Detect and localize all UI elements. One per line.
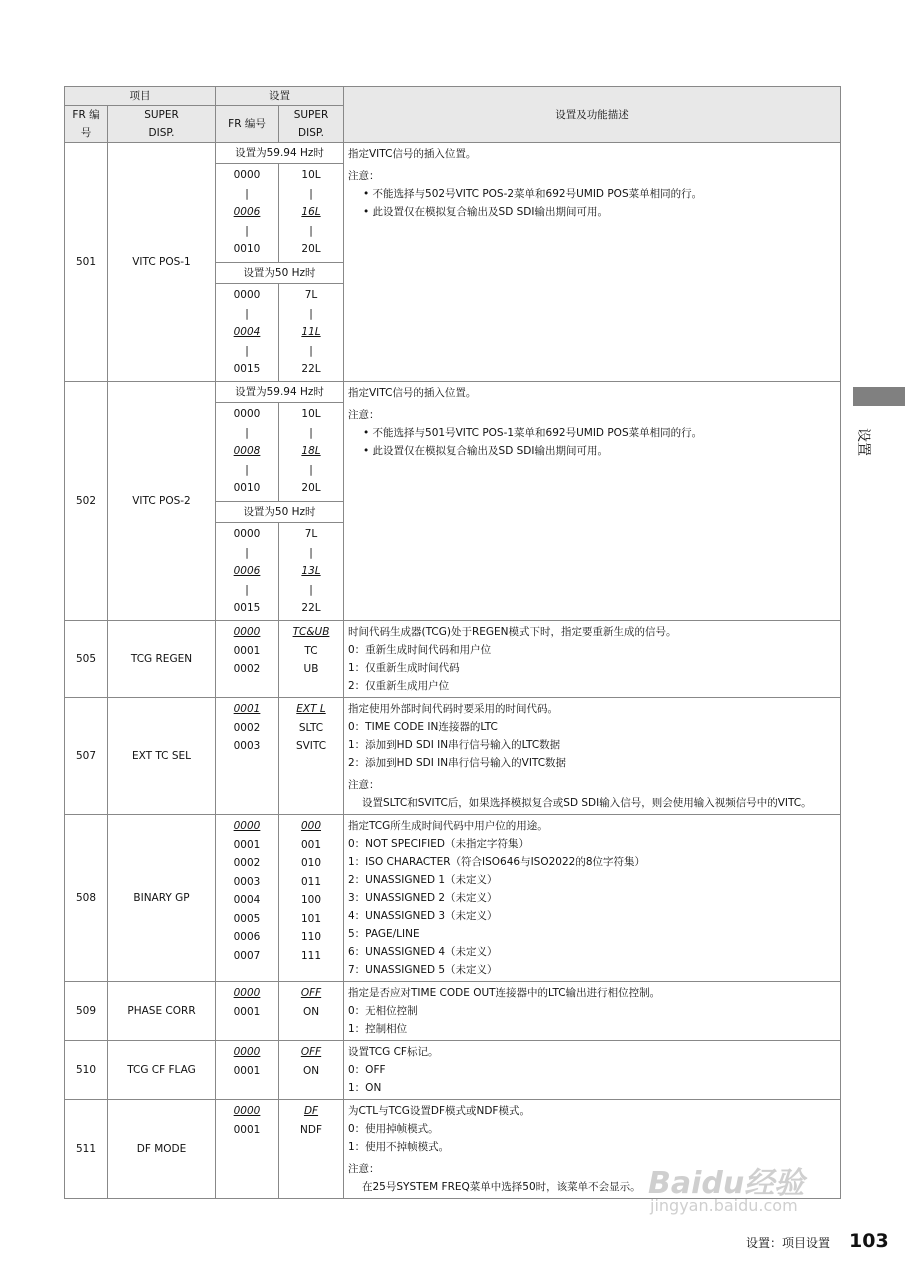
setting-value: 0000 bbox=[233, 289, 261, 301]
setting-values bbox=[216, 284, 279, 382]
item-name: EXT TC SEL bbox=[108, 698, 216, 815]
setting-value: 7L bbox=[304, 528, 318, 540]
group-label: 设置为50 Hz时 bbox=[216, 263, 344, 284]
setting-value: 0000 bbox=[233, 1105, 261, 1117]
setting-value: 11L bbox=[301, 326, 321, 338]
setting-value: NDF bbox=[300, 1123, 322, 1136]
setting-value: 011 bbox=[300, 875, 322, 888]
setting-value: | bbox=[245, 546, 249, 559]
setting-value: 0010 bbox=[233, 482, 261, 494]
fr-number: 502 bbox=[65, 382, 108, 621]
table-row bbox=[65, 1041, 841, 1100]
setting-values bbox=[279, 698, 344, 815]
setting-value: 0000 bbox=[233, 408, 261, 420]
setting-value: | bbox=[309, 224, 313, 237]
setting-value: 0000 bbox=[233, 987, 261, 999]
description-line: 0：NOT SPECIFIED（未指定字符集） bbox=[348, 838, 529, 850]
description-line: 0：无相位控制 bbox=[348, 1005, 418, 1017]
setting-value: 0010 bbox=[233, 243, 261, 255]
setting-value: | bbox=[245, 224, 249, 237]
setting-value: 16L bbox=[301, 206, 321, 218]
setting-value: 0000 bbox=[233, 1046, 261, 1058]
table-row bbox=[65, 143, 841, 164]
watermark-url: jingyan.baidu.com bbox=[650, 1196, 798, 1215]
setting-value: 0001 bbox=[233, 1064, 261, 1077]
setting-value: OFF bbox=[300, 987, 322, 999]
header-setting-super-disp: SUPER DISP. bbox=[279, 106, 344, 143]
header-super-disp: SUPER DISP. bbox=[108, 106, 216, 143]
setting-value: ON bbox=[302, 1005, 320, 1018]
note-bullet bbox=[348, 424, 835, 442]
setting-value: | bbox=[245, 463, 249, 476]
description-cell bbox=[344, 621, 841, 698]
note-text: 不能选择与501号VITC POS-1菜单和692号UMID POS菜单相同的行。 bbox=[372, 427, 703, 439]
setting-value: 010 bbox=[300, 857, 322, 869]
setting-value: OFF bbox=[300, 1046, 322, 1058]
setting-values bbox=[216, 621, 279, 698]
setting-value: 0006 bbox=[233, 565, 261, 577]
group-label: 设置为59.94 Hz时 bbox=[216, 143, 344, 164]
section-tab-label: 设置 bbox=[855, 428, 871, 456]
setting-value: 10L bbox=[301, 169, 321, 181]
setting-value: DF bbox=[303, 1105, 319, 1117]
table-row bbox=[65, 698, 841, 815]
note-text: 此设置仅在模拟复合输出及SD SDI输出期间可用。 bbox=[372, 445, 608, 457]
description-line: 7：UNASSIGNED 5（未定义） bbox=[348, 964, 498, 976]
description-line: 指定使用外部时间代码时要采用的时间代码。 bbox=[348, 703, 558, 715]
description-line: 时间代码生成器(TCG)处于REGEN模式下时，指定要重新生成的信号。 bbox=[348, 626, 677, 638]
note-label: 注意： bbox=[348, 170, 380, 182]
description-line: 1：添加到HD SDI IN串行信号输入的LTC数据 bbox=[348, 739, 561, 751]
setting-value: 0001 bbox=[233, 703, 261, 715]
group-label: 设置为59.94 Hz时 bbox=[216, 382, 344, 403]
note-label: 注意： bbox=[348, 1163, 380, 1175]
bullet-dot-icon: • bbox=[363, 445, 373, 457]
setting-value: 20L bbox=[301, 482, 321, 494]
description-cell bbox=[344, 815, 841, 982]
header-fr-no: FR 编号 bbox=[65, 106, 108, 143]
setting-value: TC&UB bbox=[292, 626, 330, 638]
setting-value: 0000 bbox=[233, 626, 261, 638]
setting-value: 0007 bbox=[233, 949, 261, 962]
setting-value: 0004 bbox=[233, 894, 261, 906]
note-bullet bbox=[348, 203, 835, 221]
description-line: 6：UNASSIGNED 4（未定义） bbox=[348, 946, 498, 958]
fr-number: 505 bbox=[65, 621, 108, 698]
setting-value: 22L bbox=[301, 363, 321, 375]
setting-value: 18L bbox=[301, 445, 321, 457]
note-text: 不能选择与502号VITC POS-2菜单和692号UMID POS菜单相同的行。 bbox=[372, 188, 703, 200]
setting-values bbox=[216, 815, 279, 982]
setting-value: 0001 bbox=[233, 1005, 261, 1018]
fr-number: 510 bbox=[65, 1041, 108, 1100]
setting-value: 20L bbox=[301, 243, 321, 255]
setting-value: 0004 bbox=[233, 326, 261, 338]
setting-values bbox=[216, 403, 279, 502]
fr-number: 507 bbox=[65, 698, 108, 815]
setting-values bbox=[216, 698, 279, 815]
setting-value: | bbox=[245, 426, 249, 439]
setting-values bbox=[216, 982, 279, 1041]
description-line: 0：TIME CODE IN连接器的LTC bbox=[348, 721, 498, 733]
setting-value: 0000 bbox=[233, 169, 261, 181]
bullet-dot-icon: • bbox=[363, 206, 373, 218]
setting-value: ON bbox=[302, 1064, 320, 1077]
description-line: 设置TCG CF标记。 bbox=[348, 1046, 439, 1058]
note-label: 注意： bbox=[348, 409, 380, 421]
description-line: 4：UNASSIGNED 3（未定义） bbox=[348, 910, 498, 922]
setting-value: 0001 bbox=[233, 1123, 261, 1136]
setting-value: 7L bbox=[304, 289, 318, 301]
bullet-dot-icon: • bbox=[363, 188, 373, 200]
setting-value: 0005 bbox=[233, 912, 261, 925]
description-line: 指定TCG所生成时间代码中用户位的用途。 bbox=[348, 820, 548, 832]
fr-number: 509 bbox=[65, 982, 108, 1041]
setting-value: EXT L bbox=[296, 703, 326, 715]
setting-value: | bbox=[309, 307, 313, 320]
watermark-brand: Baidu经验 bbox=[648, 1166, 805, 1201]
setting-values bbox=[216, 523, 279, 621]
setting-value: | bbox=[309, 463, 313, 476]
table-row bbox=[65, 382, 841, 403]
note-bullet bbox=[348, 442, 835, 460]
description-line: 2：添加到HD SDI IN串行信号输入的VITC数据 bbox=[348, 757, 567, 769]
description-text: 指定VITC信号的插入位置。 bbox=[348, 387, 477, 399]
description-cell bbox=[344, 382, 841, 621]
setting-value: 101 bbox=[300, 912, 322, 925]
setting-value: SLTC bbox=[298, 721, 324, 734]
setting-values bbox=[279, 1100, 344, 1199]
header-item: 项目 bbox=[65, 87, 216, 106]
description-line: 0：OFF bbox=[348, 1064, 386, 1076]
setting-values bbox=[279, 1041, 344, 1100]
description-line: 1：使用不掉帧模式。 bbox=[348, 1141, 450, 1153]
setting-values bbox=[279, 523, 344, 621]
setting-value: 0015 bbox=[233, 363, 261, 375]
setting-value: 0001 bbox=[233, 644, 261, 657]
description-line: 指定是否应对TIME CODE OUT连接器中的LTC输出进行相位控制。 bbox=[348, 987, 661, 999]
setting-value: | bbox=[245, 307, 249, 320]
setting-value: 0008 bbox=[233, 445, 261, 457]
setting-value: 100 bbox=[300, 894, 322, 906]
setting-value: 13L bbox=[301, 565, 321, 577]
fr-number: 508 bbox=[65, 815, 108, 982]
item-name: VITC POS-2 bbox=[108, 382, 216, 621]
item-name: VITC POS-1 bbox=[108, 143, 216, 382]
setting-values bbox=[279, 621, 344, 698]
description-cell bbox=[344, 698, 841, 815]
header-description: 设置及功能描述 bbox=[344, 87, 841, 143]
setting-value: TC bbox=[304, 644, 318, 657]
description-line: 2：UNASSIGNED 1（未定义） bbox=[348, 874, 498, 886]
settings-table bbox=[64, 86, 841, 1199]
setting-values bbox=[279, 164, 344, 263]
setting-value: 22L bbox=[301, 602, 321, 614]
note-text: 设置SLTC和SVITC后，如果选择模拟复合或SD SDI输入信号，则会使用输入视频信号中的VITC。 bbox=[362, 797, 812, 809]
setting-values bbox=[279, 284, 344, 382]
description-line: 3：UNASSIGNED 2（未定义） bbox=[348, 892, 498, 904]
setting-value: 0000 bbox=[233, 528, 261, 540]
setting-values bbox=[216, 164, 279, 263]
setting-value: | bbox=[309, 344, 313, 357]
description-line: 为CTL与TCG设置DF模式或NDF模式。 bbox=[348, 1105, 530, 1117]
table-row bbox=[65, 815, 841, 982]
setting-values bbox=[216, 1100, 279, 1199]
description-cell bbox=[344, 143, 841, 382]
description-line: 5：PAGE/LINE bbox=[348, 928, 420, 940]
bullet-dot-icon: • bbox=[363, 427, 373, 439]
setting-value: 0002 bbox=[233, 721, 261, 734]
fr-number: 501 bbox=[65, 143, 108, 382]
description-line: 1：ISO CHARACTER（符合ISO646与ISO2022的8位字符集） bbox=[348, 856, 645, 868]
header-setting-fr-no: FR 编号 bbox=[216, 106, 279, 143]
description-line: 0：重新生成时间代码和用户位 bbox=[348, 644, 492, 656]
description-line: 2：仅重新生成用户位 bbox=[348, 680, 450, 692]
description-cell bbox=[344, 1041, 841, 1100]
item-name: PHASE CORR bbox=[108, 982, 216, 1041]
setting-value: SVITC bbox=[295, 740, 327, 752]
setting-value: | bbox=[309, 583, 313, 596]
description-cell bbox=[344, 982, 841, 1041]
section-tab-marker bbox=[853, 387, 905, 406]
setting-value: 0002 bbox=[233, 663, 261, 675]
setting-value: 111 bbox=[300, 949, 322, 962]
setting-values bbox=[279, 982, 344, 1041]
header-setting: 设置 bbox=[216, 87, 344, 106]
note-bullet bbox=[348, 185, 835, 203]
item-name: TCG REGEN bbox=[108, 621, 216, 698]
setting-value: | bbox=[245, 344, 249, 357]
setting-value: | bbox=[309, 426, 313, 439]
table-row bbox=[65, 621, 841, 698]
group-label: 设置为50 Hz时 bbox=[216, 502, 344, 523]
setting-value: | bbox=[245, 583, 249, 596]
setting-values bbox=[279, 403, 344, 502]
setting-value: | bbox=[309, 187, 313, 200]
setting-value: 110 bbox=[300, 931, 322, 943]
note-text: 此设置仅在模拟复合输出及SD SDI输出期间可用。 bbox=[372, 206, 608, 218]
item-name: DF MODE bbox=[108, 1100, 216, 1199]
setting-value: 0003 bbox=[233, 875, 261, 888]
setting-value: 0002 bbox=[233, 857, 261, 869]
setting-value: UB bbox=[303, 663, 319, 675]
setting-value: 000 bbox=[300, 820, 322, 832]
setting-value: 0015 bbox=[233, 602, 261, 614]
item-name: BINARY GP bbox=[108, 815, 216, 982]
note-text: 在25号SYSTEM FREQ菜单中选择50时，该菜单不会显示。 bbox=[362, 1181, 641, 1193]
description-line: 1：仅重新生成时间代码 bbox=[348, 662, 460, 674]
setting-value: 0001 bbox=[233, 838, 261, 851]
setting-value: 0006 bbox=[233, 206, 261, 218]
description-line: 1：控制相位 bbox=[348, 1023, 408, 1035]
setting-value: 10L bbox=[301, 408, 321, 420]
description-text: 指定VITC信号的插入位置。 bbox=[348, 148, 477, 160]
setting-value: 0003 bbox=[233, 740, 261, 752]
setting-value: 0000 bbox=[233, 820, 261, 832]
item-name: TCG CF FLAG bbox=[108, 1041, 216, 1100]
setting-value: | bbox=[245, 187, 249, 200]
setting-value: | bbox=[309, 546, 313, 559]
fr-number: 511 bbox=[65, 1100, 108, 1199]
description-line: 0：使用掉帧模式。 bbox=[348, 1123, 439, 1135]
note-label: 注意： bbox=[348, 779, 380, 791]
setting-values bbox=[216, 1041, 279, 1100]
table-row bbox=[65, 982, 841, 1041]
footer-section: 设置：项目设置 bbox=[746, 1236, 831, 1250]
setting-value: 001 bbox=[300, 838, 322, 851]
page-number: 103 bbox=[849, 1230, 889, 1252]
setting-value: 0006 bbox=[233, 931, 261, 943]
setting-values bbox=[279, 815, 344, 982]
description-line: 1：ON bbox=[348, 1082, 382, 1094]
